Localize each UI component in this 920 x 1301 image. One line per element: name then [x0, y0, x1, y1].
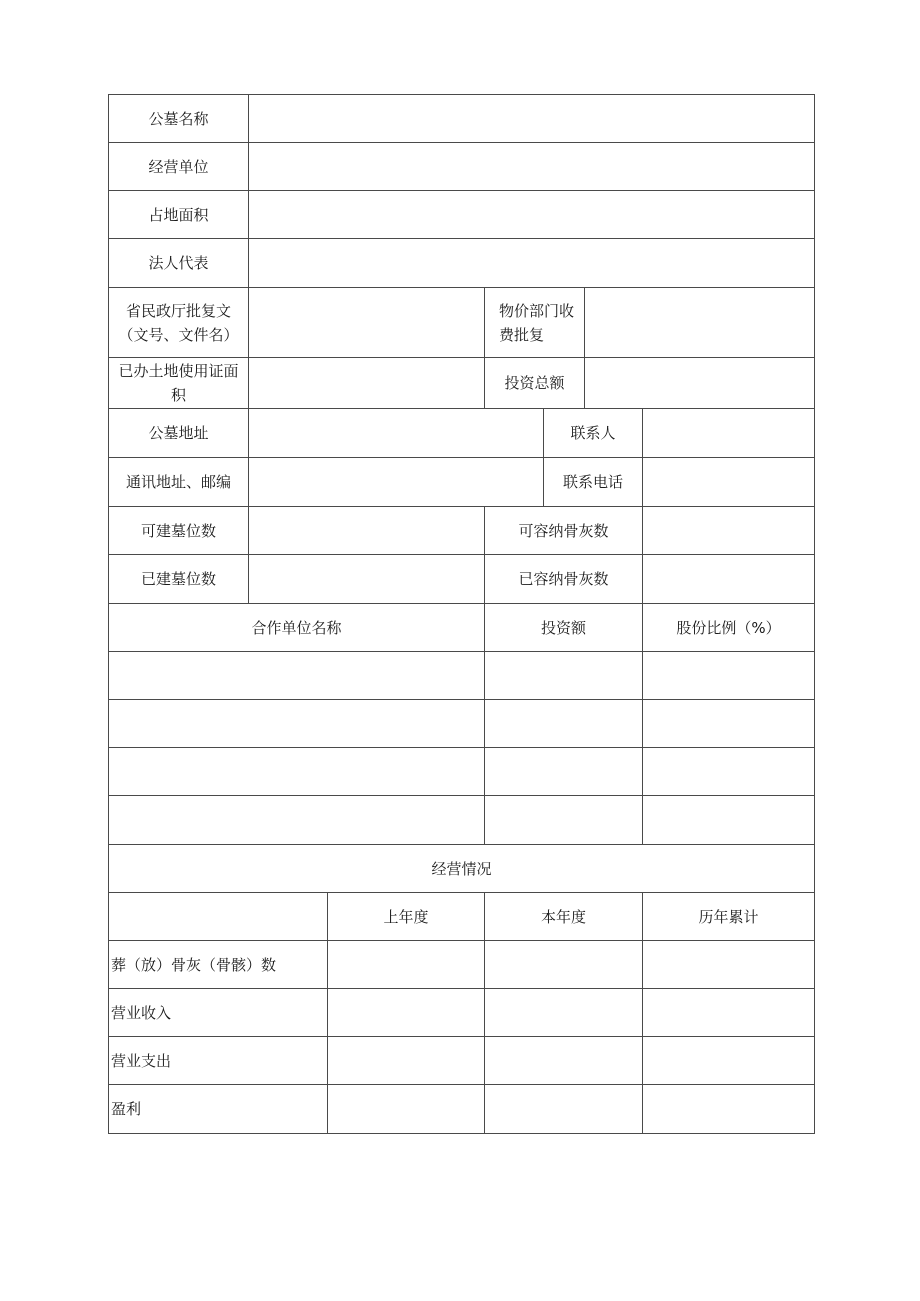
- partner-share-field[interactable]: [642, 747, 815, 796]
- partner-share-header: 股份比例（%）: [642, 603, 815, 652]
- revenue-last-year-field[interactable]: [327, 988, 485, 1037]
- expense-cumulative-field[interactable]: [642, 1036, 815, 1085]
- profit-cumulative-field[interactable]: [642, 1084, 815, 1134]
- cemetery-name-field[interactable]: [248, 94, 815, 143]
- partner-investment-field[interactable]: [484, 747, 643, 796]
- mail-address-label: 通讯地址、邮编: [108, 457, 249, 507]
- partner-investment-field[interactable]: [484, 795, 643, 845]
- profit-label: 盈利: [108, 1084, 328, 1134]
- ash-stored-label: 已容纳骨灰数: [484, 554, 643, 604]
- this-year-header: 本年度: [484, 892, 643, 941]
- partner-name-field[interactable]: [108, 699, 485, 748]
- burials-last-year-field[interactable]: [327, 940, 485, 989]
- operations-corner-cell: [108, 892, 328, 941]
- address-field[interactable]: [248, 408, 544, 458]
- address-label: 公墓地址: [108, 408, 249, 458]
- profit-this-year-field[interactable]: [484, 1084, 643, 1134]
- operations-section-title: 经营情况: [108, 844, 815, 893]
- revenue-cumulative-field[interactable]: [642, 988, 815, 1037]
- partner-investment-field[interactable]: [484, 651, 643, 700]
- buildable-plots-label: 可建墓位数: [108, 506, 249, 555]
- contact-phone-field[interactable]: [642, 457, 815, 507]
- contact-person-field[interactable]: [642, 408, 815, 458]
- price-approval-field[interactable]: [584, 287, 815, 358]
- contact-person-label: 联系人: [543, 408, 643, 458]
- partner-share-field[interactable]: [642, 795, 815, 845]
- partner-investment-header: 投资额: [484, 603, 643, 652]
- partner-name-field[interactable]: [108, 795, 485, 845]
- burials-this-year-field[interactable]: [484, 940, 643, 989]
- burials-count-label: 葬（放）骨灰（骨骸）数: [108, 940, 328, 989]
- mail-address-field[interactable]: [248, 457, 544, 507]
- profit-last-year-field[interactable]: [327, 1084, 485, 1134]
- price-approval-label: 物价部门收费批复: [484, 287, 585, 358]
- ash-capacity-field[interactable]: [642, 506, 815, 555]
- partner-name-field[interactable]: [108, 747, 485, 796]
- total-investment-label: 投资总额: [484, 357, 585, 409]
- revenue-this-year-field[interactable]: [484, 988, 643, 1037]
- contact-phone-label: 联系电话: [543, 457, 643, 507]
- partner-investment-field[interactable]: [484, 699, 643, 748]
- operator-label: 经营单位: [108, 142, 249, 191]
- partner-name-field[interactable]: [108, 651, 485, 700]
- land-area-label: 占地面积: [108, 190, 249, 239]
- approval-doc-field[interactable]: [248, 287, 485, 358]
- legal-rep-label: 法人代表: [108, 238, 249, 288]
- buildable-plots-field[interactable]: [248, 506, 485, 555]
- operator-field[interactable]: [248, 142, 815, 191]
- expense-this-year-field[interactable]: [484, 1036, 643, 1085]
- ash-capacity-label: 可容纳骨灰数: [484, 506, 643, 555]
- legal-rep-field[interactable]: [248, 238, 815, 288]
- total-investment-field[interactable]: [584, 357, 815, 409]
- expense-last-year-field[interactable]: [327, 1036, 485, 1085]
- built-plots-label: 已建墓位数: [108, 554, 249, 604]
- built-plots-field[interactable]: [248, 554, 485, 604]
- expense-label: 营业支出: [108, 1036, 328, 1085]
- land-cert-area-field[interactable]: [248, 357, 485, 409]
- cemetery-info-form: [108, 94, 815, 1134]
- ash-stored-field[interactable]: [642, 554, 815, 604]
- partner-share-field[interactable]: [642, 699, 815, 748]
- last-year-header: 上年度: [327, 892, 485, 941]
- land-cert-area-label: 已办土地使用证面积: [108, 357, 249, 409]
- revenue-label: 营业收入: [108, 988, 328, 1037]
- partner-name-header: 合作单位名称: [108, 603, 485, 652]
- approval-doc-label: 省民政厅批复文（文号、文件名）: [108, 287, 249, 358]
- land-area-field[interactable]: [248, 190, 815, 239]
- partner-share-field[interactable]: [642, 651, 815, 700]
- cumulative-header: 历年累计: [642, 892, 815, 941]
- cemetery-name-label: 公墓名称: [108, 94, 249, 143]
- burials-cumulative-field[interactable]: [642, 940, 815, 989]
